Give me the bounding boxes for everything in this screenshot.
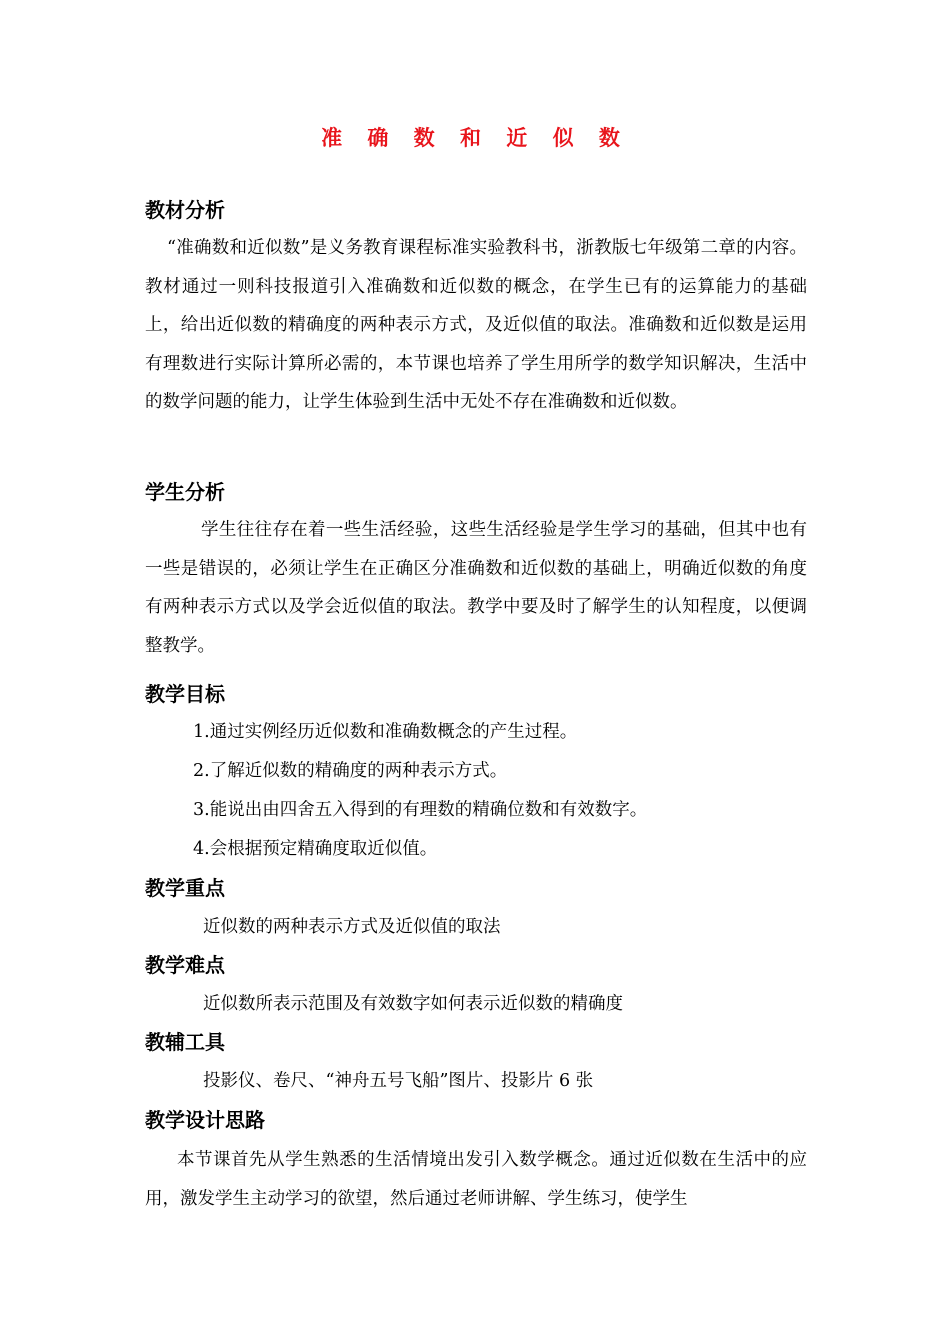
design-idea-text: 本节课首先从学生熟悉的生活情境出发引入数学概念。通过近似数在生活中的应用，激发学生主动学习的欲望，然后通过老师讲解、学生练习，使学生 [145, 1150, 807, 1209]
material-analysis-text: “准确数和近似数”是义务教育课程标准实验教科书，浙教版七年级第二章的内容。教材通过一则科技报道引入准确数和近似数的概念，在学生已有的运算能力的基础上，给出近似数的精确度的两种表示方式，及近似值的取法。准确数和近似数是运用有理数进行实际计算所必需的，本节课也培养了学生用所学的数学知识解决，生活中的数学问题的能力，让学生体验到生活中无处不存在准确数和近似数。 [145, 238, 807, 412]
heading-teaching-goals: 教学目标 [145, 682, 225, 706]
heading-material-analysis: 教材分析 [145, 198, 225, 222]
heading-student-analysis: 学生分析 [145, 480, 225, 504]
teaching-tools-text: 投影仪、卷尺、“神舟五号飞船”图片、投影片 6 张 [203, 1071, 594, 1091]
key-points-text: 近似数的两种表示方式及近似值的取法 [203, 917, 501, 937]
document-title: 准 确 数 和 近 似 数 [321, 126, 629, 150]
goal-item: 1.通过实例经历近似数和准确数概念的产生过程。 [193, 722, 578, 742]
heading-teaching-tools: 教辅工具 [145, 1030, 225, 1054]
heading-difficulties: 教学难点 [145, 953, 225, 977]
difficulties-text: 近似数所表示范围及有效数字如何表示近似数的精确度 [203, 994, 623, 1014]
student-analysis-text: 学生往往存在着一些生活经验，这些生活经验是学生学习的基础，但其中也有一些是错误的，必须让学生在正确区分准确数和近似数的基础上，明确近似数的角度有两种表示方式以及学会近似值的取法。教学中要及时了解学生的认知程度，以便调整教学。 [145, 520, 807, 656]
goal-item: 3.能说出由四舍五入得到的有理数的精确位数和有效数字。 [193, 800, 648, 820]
heading-key-points: 教学重点 [145, 876, 225, 900]
goal-item: 2.了解近似数的精确度的两种表示方式。 [193, 761, 508, 781]
heading-design-idea: 教学设计思路 [145, 1108, 265, 1132]
goal-item: 4.会根据预定精确度取近似值。 [193, 839, 438, 859]
